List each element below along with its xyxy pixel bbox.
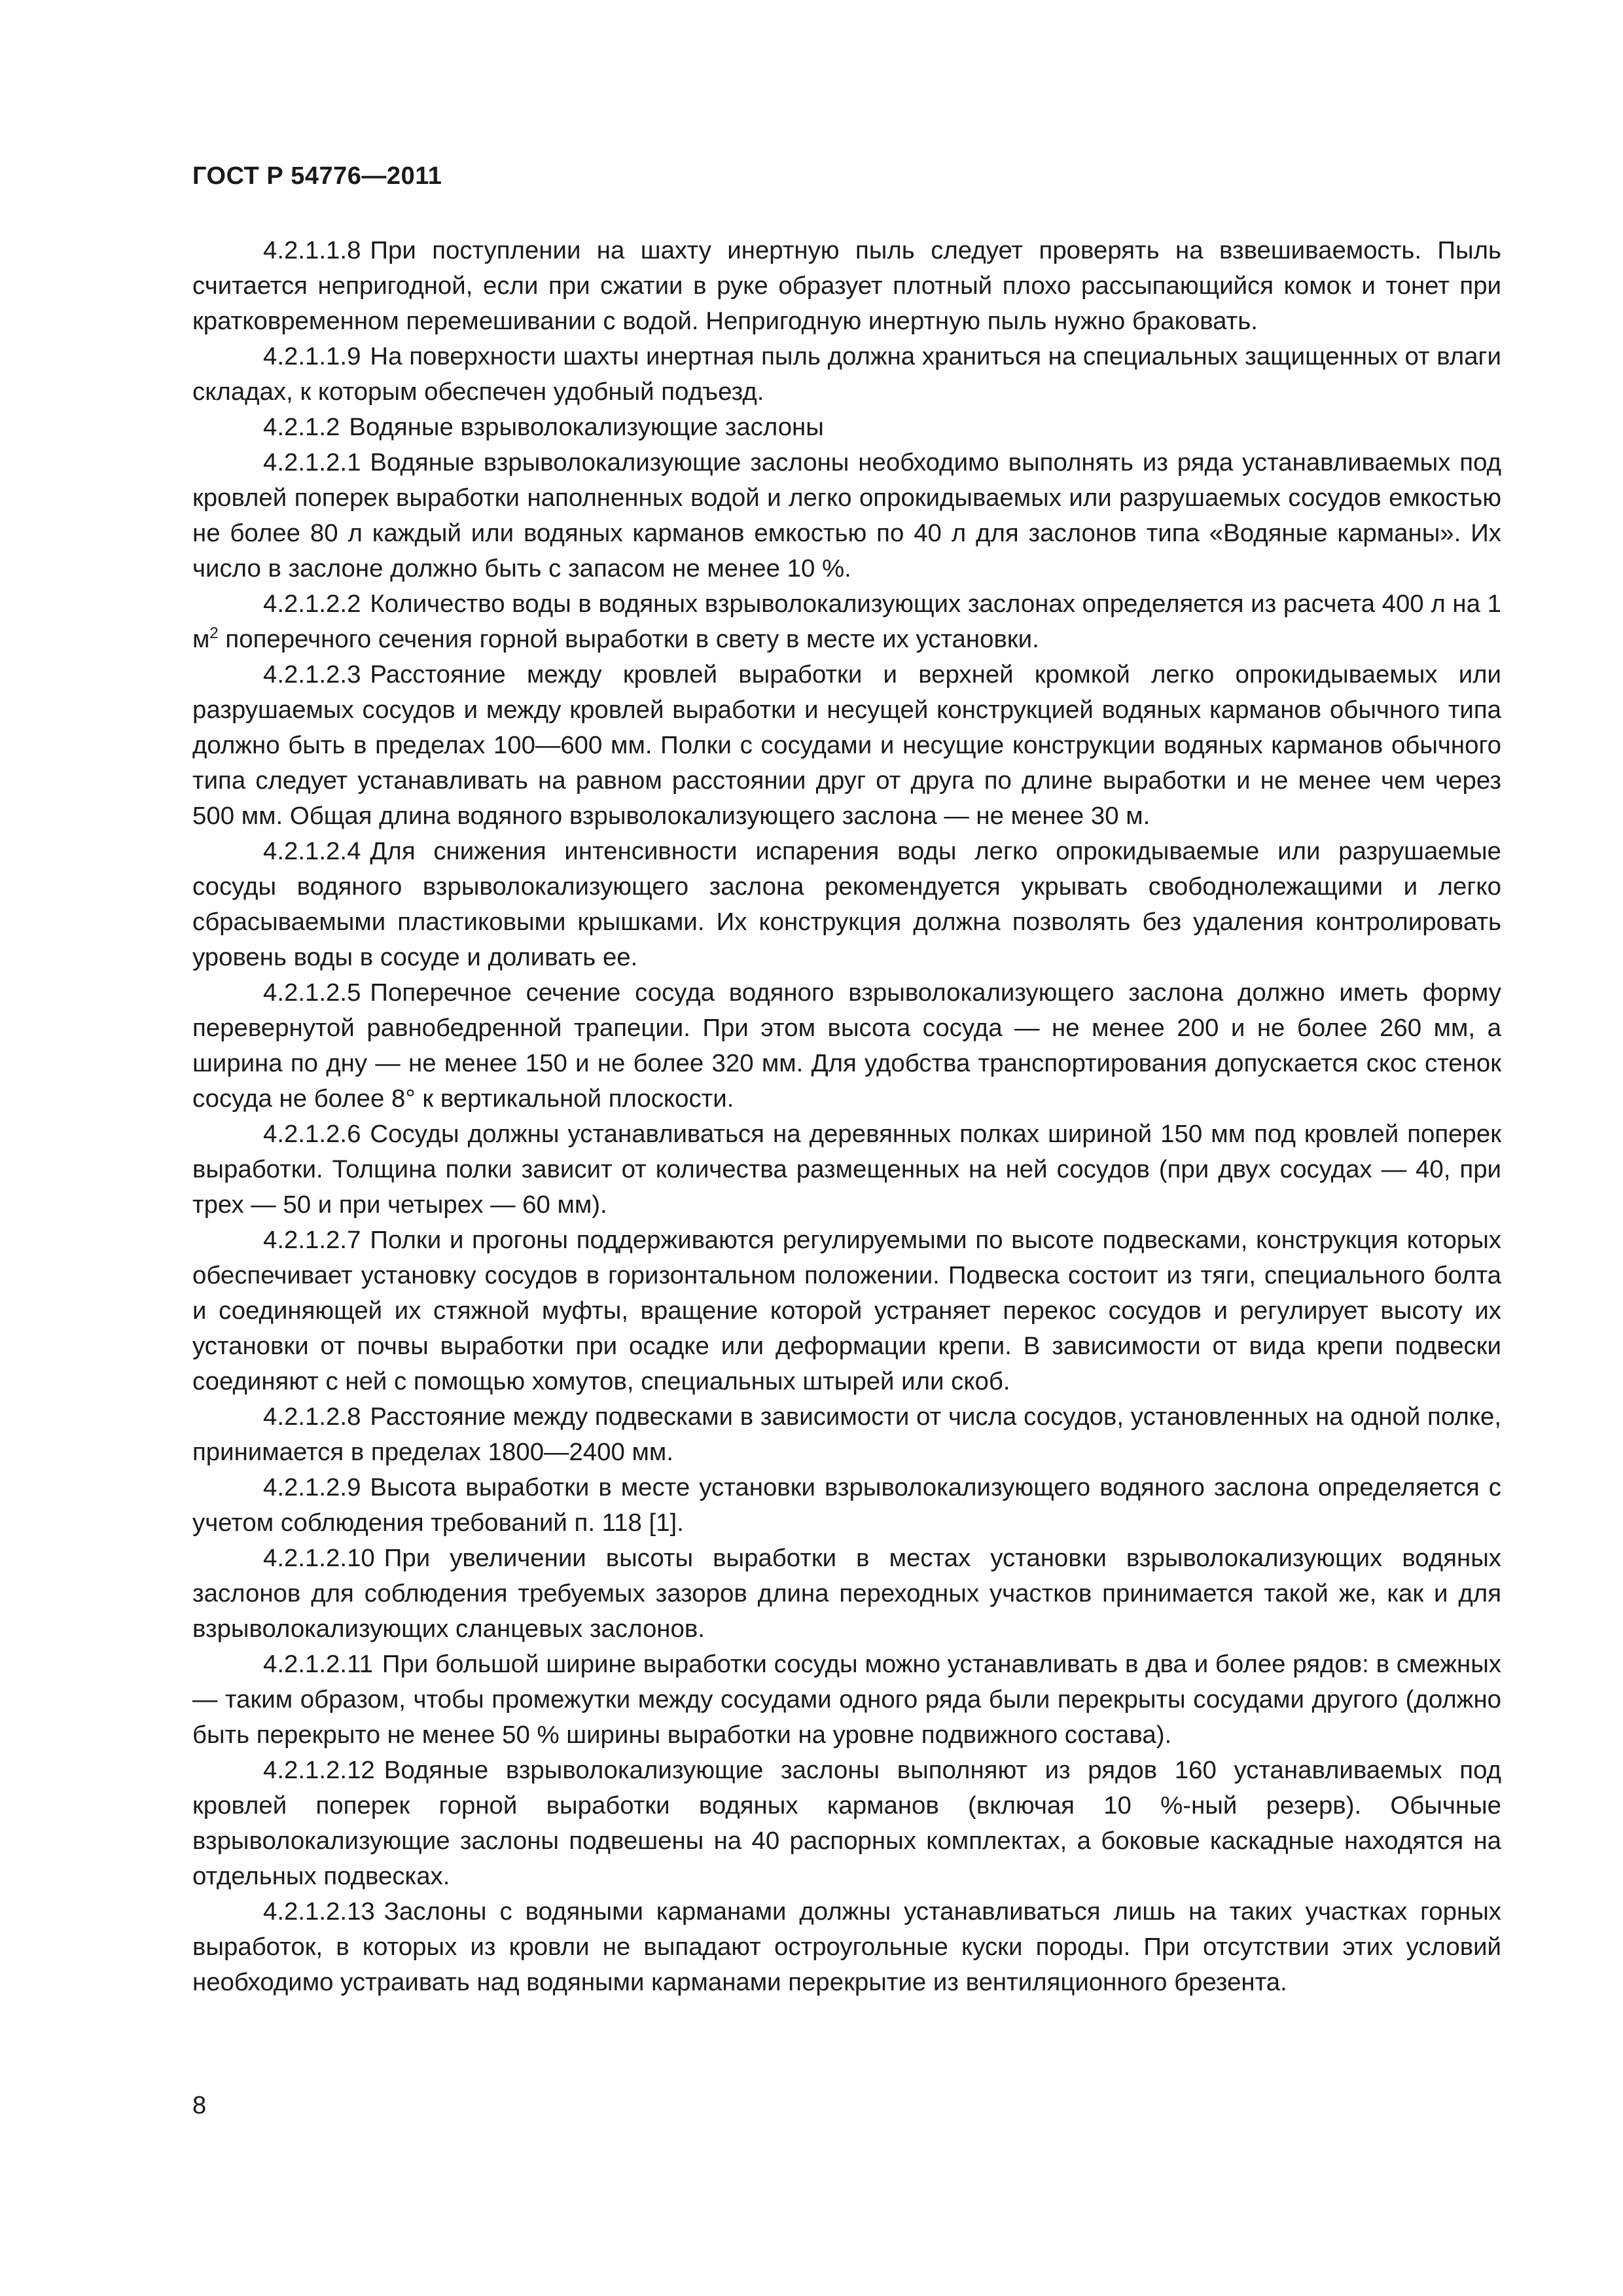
paragraph-text: Расстояние между кровлей выработки и верхней кромкой легко опрокидываемых или разрушаемых сосудов и между кровлей выработки и несущей конструкцией водяных карманов обычного типа должно быть в пределах 100—600 мм. Полки с сосудами и несущие конструкции водяных карманов обычного типа следует устанавливать на равном расстоянии друг от друга по длине выработки и не менее чем через 500 мм. Общая длина водяного взрыволокализующего заслона — не менее 30 м. bbox=[192, 660, 1501, 830]
paragraph-number: 4.2.1.2.13 bbox=[263, 1897, 375, 1926]
paragraph-4-2-1-2-12 bbox=[192, 1753, 1501, 1894]
paragraph-number: 4.2.1.2.12 bbox=[263, 1756, 375, 1784]
paragraph-4-2-1-2-6 bbox=[192, 1117, 1501, 1223]
paragraph-number: 4.2.1.2.4 bbox=[263, 837, 361, 865]
paragraph-4-2-1-1-9 bbox=[192, 339, 1501, 410]
paragraph-4-2-1-2-8 bbox=[192, 1399, 1501, 1470]
paragraph-number: 4.2.1.2.9 bbox=[263, 1473, 361, 1501]
paragraph-text-before: Количество воды в водяных взрыволокализующих заслонах определяется из расчета 400 л на 1 м bbox=[192, 590, 1501, 653]
paragraph-text-after: поперечного сечения горной выработки в свету в месте их установки. bbox=[218, 625, 1039, 653]
paragraph-number: 4.2.1.2.1 bbox=[263, 448, 361, 476]
section-heading-4-2-1-2 bbox=[192, 410, 1501, 445]
page-number: 8 bbox=[192, 2092, 207, 2119]
section-number: 4.2.1.2 bbox=[263, 413, 340, 441]
paragraph-text: При поступлении на шахту инертную пыль следует проверять на взвешиваемость. Пыль считается непригодной, если при сжатии в руке образует плотный плохо рассыпающийся комок и тонет при кратковременном перемешивании с водой. Непригодную инертную пыль нужно браковать. bbox=[192, 236, 1501, 335]
paragraph-4-2-1-2-13 bbox=[192, 1894, 1501, 2000]
paragraph-number: 4.2.1.2.5 bbox=[263, 978, 361, 1007]
section-title: Водяные взрыволокализующие заслоны bbox=[349, 413, 824, 441]
paragraph-number: 4.2.1.2.3 bbox=[263, 660, 361, 689]
paragraph-4-2-1-2-3 bbox=[192, 657, 1501, 834]
paragraph-text: Водяные взрыволокализующие заслоны необходимо выполнять из ряда устанавливаемых под кровлей поперек выработки наполненных водой и легко опрокидываемых или разрушаемых сосудов емкостью не более 80 л каждый или водяных карманов емкостью по 40 л для заслонов типа «Водяные карманы». Их число в заслоне должно быть с запасом не менее 10 %. bbox=[192, 448, 1501, 583]
paragraph-4-2-1-2-7 bbox=[192, 1223, 1501, 1399]
paragraph-4-2-1-2-9 bbox=[192, 1470, 1501, 1541]
paragraph-text: Поперечное сечение сосуда водяного взрыволокализующего заслона должно иметь форму перевернутой равнобедренной трапеции. При этом высота сосуда — не менее 200 и не более 260 мм, а ширина по дну — не менее 150 и не более 320 мм. Для удобства транспортирования допускается скос стенок сосуда не более 8° к вертикальной плоскости. bbox=[192, 978, 1501, 1113]
paragraph-text: Для снижения интенсивности испарения воды легко опрокидываемые или разрушаемые сосуды водяного взрыволокализующего заслона рекомендуется укрывать свободнолежащими и легко сбрасываемыми пластиковыми крышками. Их конструкция должна позволять без удаления контролировать уровень воды в сосуде и доливать ее. bbox=[192, 837, 1501, 971]
paragraph-number: 4.2.1.1.8 bbox=[263, 236, 361, 264]
paragraph-4-2-1-2-5 bbox=[192, 975, 1501, 1117]
paragraph-text: Сосуды должны устанавливаться на деревянных полках шириной 150 мм под кровлей поперек выработки. Толщина полки зависит от количества размещенных на ней сосудов (при двух сосудах — 40, при трех — 50 и при четырех — 60 мм). bbox=[192, 1120, 1501, 1219]
paragraph-4-2-1-2-4 bbox=[192, 834, 1501, 975]
superscript: 2 bbox=[209, 624, 219, 643]
paragraph-text: Высота выработки в месте установки взрыволокализующего водяного заслона определяется с учетом соблюдения требований п. 118 [1]. bbox=[192, 1473, 1501, 1537]
paragraph-4-2-1-2-2 bbox=[192, 586, 1501, 657]
paragraph-4-2-1-2-11 bbox=[192, 1647, 1501, 1753]
paragraph-number: 4.2.1.2.7 bbox=[263, 1226, 361, 1254]
paragraph-text: Полки и прогоны поддерживаются регулируемыми по высоте подвесками, конструкция которых обеспечивает установку сосудов в горизонтальном положении. Подвеска состоит из тяги, специального болта и соединяющей их стяжной муфты, вращение которой устраняет перекос сосудов и регулирует высоту их установки от почвы выработки при осадке или деформации крепи. В зависимости от вида крепи подвески соединяют с ней с помощью хомутов, специальных штырей или скоб. bbox=[192, 1226, 1501, 1395]
paragraph-number: 4.2.1.2.10 bbox=[263, 1544, 375, 1572]
paragraph-4-2-1-2-1 bbox=[192, 445, 1501, 586]
paragraph-4-2-1-2-10 bbox=[192, 1541, 1501, 1647]
paragraph-text: Водяные взрыволокализующие заслоны выполняют из рядов 160 устанавливаемых под кровлей поперек горной выработки водяных карманов (включая 10 %-ный резерв). Обычные взрыволокализующие заслоны подвешены на 40 распорных комплектах, а боковые каскадные находятся на отдельных подвесках. bbox=[192, 1756, 1501, 1890]
paragraph-text: При большой ширине выработки сосуды можно устанавливать в два и более рядов: в смежных — таким образом, чтобы промежутки между сосудами одного ряда были перекрыты сосудами другого (должно быть перекрыто не менее 50 % ширины выработки на уровне подвижного состава). bbox=[192, 1650, 1501, 1749]
paragraph-text: На поверхности шахты инертная пыль должна храниться на специальных защищенных от влаги складах, к которым обеспечен удобный подъезд. bbox=[192, 342, 1501, 406]
paragraph-text: При увеличении высоты выработки в местах установки взрыволокализующих водяных заслонов для соблюдения требуемых зазоров длина переходных участков принимается такой же, как и для взрыволокализующих сланцевых заслонов. bbox=[192, 1544, 1501, 1643]
paragraph-text: Расстояние между подвесками в зависимости от числа сосудов, установленных на одной полке, принимается в пределах 1800—2400 мм. bbox=[192, 1403, 1501, 1466]
paragraph-number: 4.2.1.2.11 bbox=[263, 1650, 373, 1678]
document-body bbox=[192, 233, 1501, 2000]
document-header: ГОСТ Р 54776—2011 bbox=[192, 162, 442, 190]
paragraph-text: Заслоны с водяными карманами должны устанавливаться лишь на таких участках горных выработок, в которых из кровли не выпадают остроугольные куски породы. При отсутствии этих условий необходимо устраивать над водяными карманами перекрытие из вентиляционного брезента. bbox=[192, 1897, 1501, 1996]
paragraph-4-2-1-1-8 bbox=[192, 233, 1501, 339]
paragraph-number: 4.2.1.2.6 bbox=[263, 1120, 361, 1148]
paragraph-number: 4.2.1.1.9 bbox=[263, 342, 361, 370]
paragraph-number: 4.2.1.2.8 bbox=[263, 1403, 361, 1431]
paragraph-number: 4.2.1.2.2 bbox=[263, 590, 361, 618]
